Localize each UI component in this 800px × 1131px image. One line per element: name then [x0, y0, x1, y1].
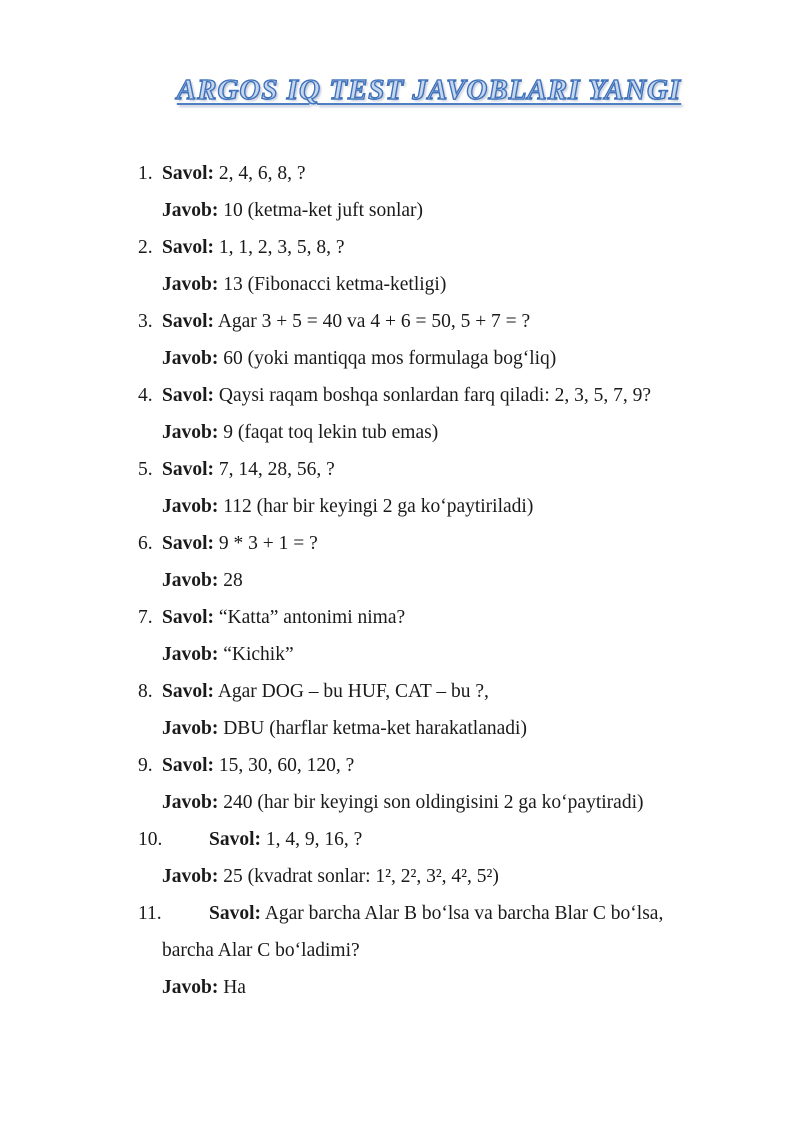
- answer-label: Javob:: [162, 570, 219, 591]
- answer-text: 112 (har bir keyingi 2 ga ko‘paytiriladi): [218, 496, 534, 517]
- question-text: 7, 14, 28, 56, ?: [214, 459, 335, 480]
- question-label: Savol:: [162, 385, 215, 406]
- answer-label: Javob:: [162, 348, 219, 369]
- answer-line: [162, 717, 527, 741]
- answer-line: [162, 273, 446, 297]
- answer-text: 13 (Fibonacci ketma-ketligi): [218, 274, 447, 295]
- question-text: 2, 4, 6, 8, ?: [214, 163, 306, 184]
- question-label: Savol:: [162, 607, 215, 628]
- question-line: [209, 828, 362, 852]
- question-line: [162, 310, 530, 334]
- answer-line: [162, 199, 423, 223]
- answer-text: “Kichik”: [218, 644, 294, 665]
- answer-line: [162, 421, 438, 445]
- answer-text: 240 (har bir keyingi son oldingisini 2 ga ko‘paytiradi): [218, 792, 644, 813]
- question-continuation: barcha Alar C bo‘ladimi?: [162, 940, 360, 961]
- question-label: Savol:: [162, 459, 215, 480]
- question-label: Savol:: [162, 237, 215, 258]
- answer-text: Ha: [218, 977, 246, 998]
- question-text: Agar barcha Alar B bo‘lsa va barcha Blar C bo‘lsa,: [261, 903, 664, 924]
- item-number: 5.: [138, 459, 153, 480]
- answer-line: [162, 347, 556, 371]
- question-line: [162, 236, 345, 260]
- question-label: Savol:: [209, 903, 262, 924]
- question-label: Savol:: [162, 755, 215, 776]
- question-label: Savol:: [162, 311, 215, 332]
- item-number: 11.: [138, 903, 162, 924]
- answer-label: Javob:: [162, 422, 219, 443]
- question-label: Savol:: [162, 681, 215, 702]
- answer-line: [162, 495, 533, 519]
- question-label: Savol:: [162, 533, 215, 554]
- answer-label: Javob:: [162, 792, 219, 813]
- answer-line: [162, 791, 643, 815]
- answer-label: Javob:: [162, 274, 219, 295]
- answer-text: 28: [218, 570, 243, 591]
- question-line: [162, 384, 651, 408]
- item-number: 4.: [138, 385, 153, 406]
- answer-label: Javob:: [162, 644, 219, 665]
- question-text: 9 * 3 + 1 = ?: [214, 533, 318, 554]
- item-number: 2.: [138, 237, 153, 258]
- answer-line: [162, 976, 246, 1000]
- answer-text: 10 (ketma-ket juft sonlar): [218, 200, 424, 221]
- item-number: 7.: [138, 607, 153, 628]
- item-number: 3.: [138, 311, 153, 332]
- answer-text: 9 (faqat toq lekin tub emas): [218, 422, 439, 443]
- answer-line: [162, 643, 294, 667]
- answer-label: Javob:: [162, 200, 219, 221]
- question-line: [162, 606, 405, 630]
- document-title: ARGOS IQ TEST JAVOBLARI YANGI: [176, 74, 682, 106]
- answer-label: Javob:: [162, 718, 219, 739]
- item-number: 6.: [138, 533, 153, 554]
- question-line: [209, 902, 663, 926]
- question-text: 15, 30, 60, 120, ?: [214, 755, 355, 776]
- question-text: 1, 4, 9, 16, ?: [261, 829, 363, 850]
- question-line: [162, 162, 306, 186]
- question-line: [162, 458, 335, 482]
- question-line: [162, 532, 318, 556]
- item-number: 8.: [138, 681, 153, 702]
- question-text: Agar 3 + 5 = 40 va 4 + 6 = 50, 5 + 7 = ?: [214, 311, 531, 332]
- question-text: “Katta” antonimi nima?: [214, 607, 406, 628]
- answer-label: Javob:: [162, 496, 219, 517]
- answer-text: 25 (kvadrat sonlar: 1², 2², 3², 4², 5²): [218, 866, 499, 887]
- answer-text: DBU (harflar ketma-ket harakatlanadi): [218, 718, 527, 739]
- question-text: 1, 1, 2, 3, 5, 8, ?: [214, 237, 345, 258]
- answer-label: Javob:: [162, 866, 219, 887]
- question-line: [162, 754, 354, 778]
- question-line: [162, 680, 489, 704]
- item-number: 1.: [138, 163, 153, 184]
- question-text: Qaysi raqam boshqa sonlardan farq qiladi: 2, 3, 5, 7, 9?: [214, 385, 652, 406]
- answer-text: 60 (yoki mantiqqa mos formulaga bog‘liq): [218, 348, 557, 369]
- item-number: 10.: [138, 829, 163, 850]
- question-label: Savol:: [162, 163, 215, 184]
- item-number: 9.: [138, 755, 153, 776]
- answer-line: [162, 865, 499, 889]
- question-text: Agar DOG – bu HUF, CAT – bu ?,: [214, 681, 489, 702]
- answer-line: [162, 569, 243, 593]
- answer-label: Javob:: [162, 977, 219, 998]
- question-label: Savol:: [209, 829, 262, 850]
